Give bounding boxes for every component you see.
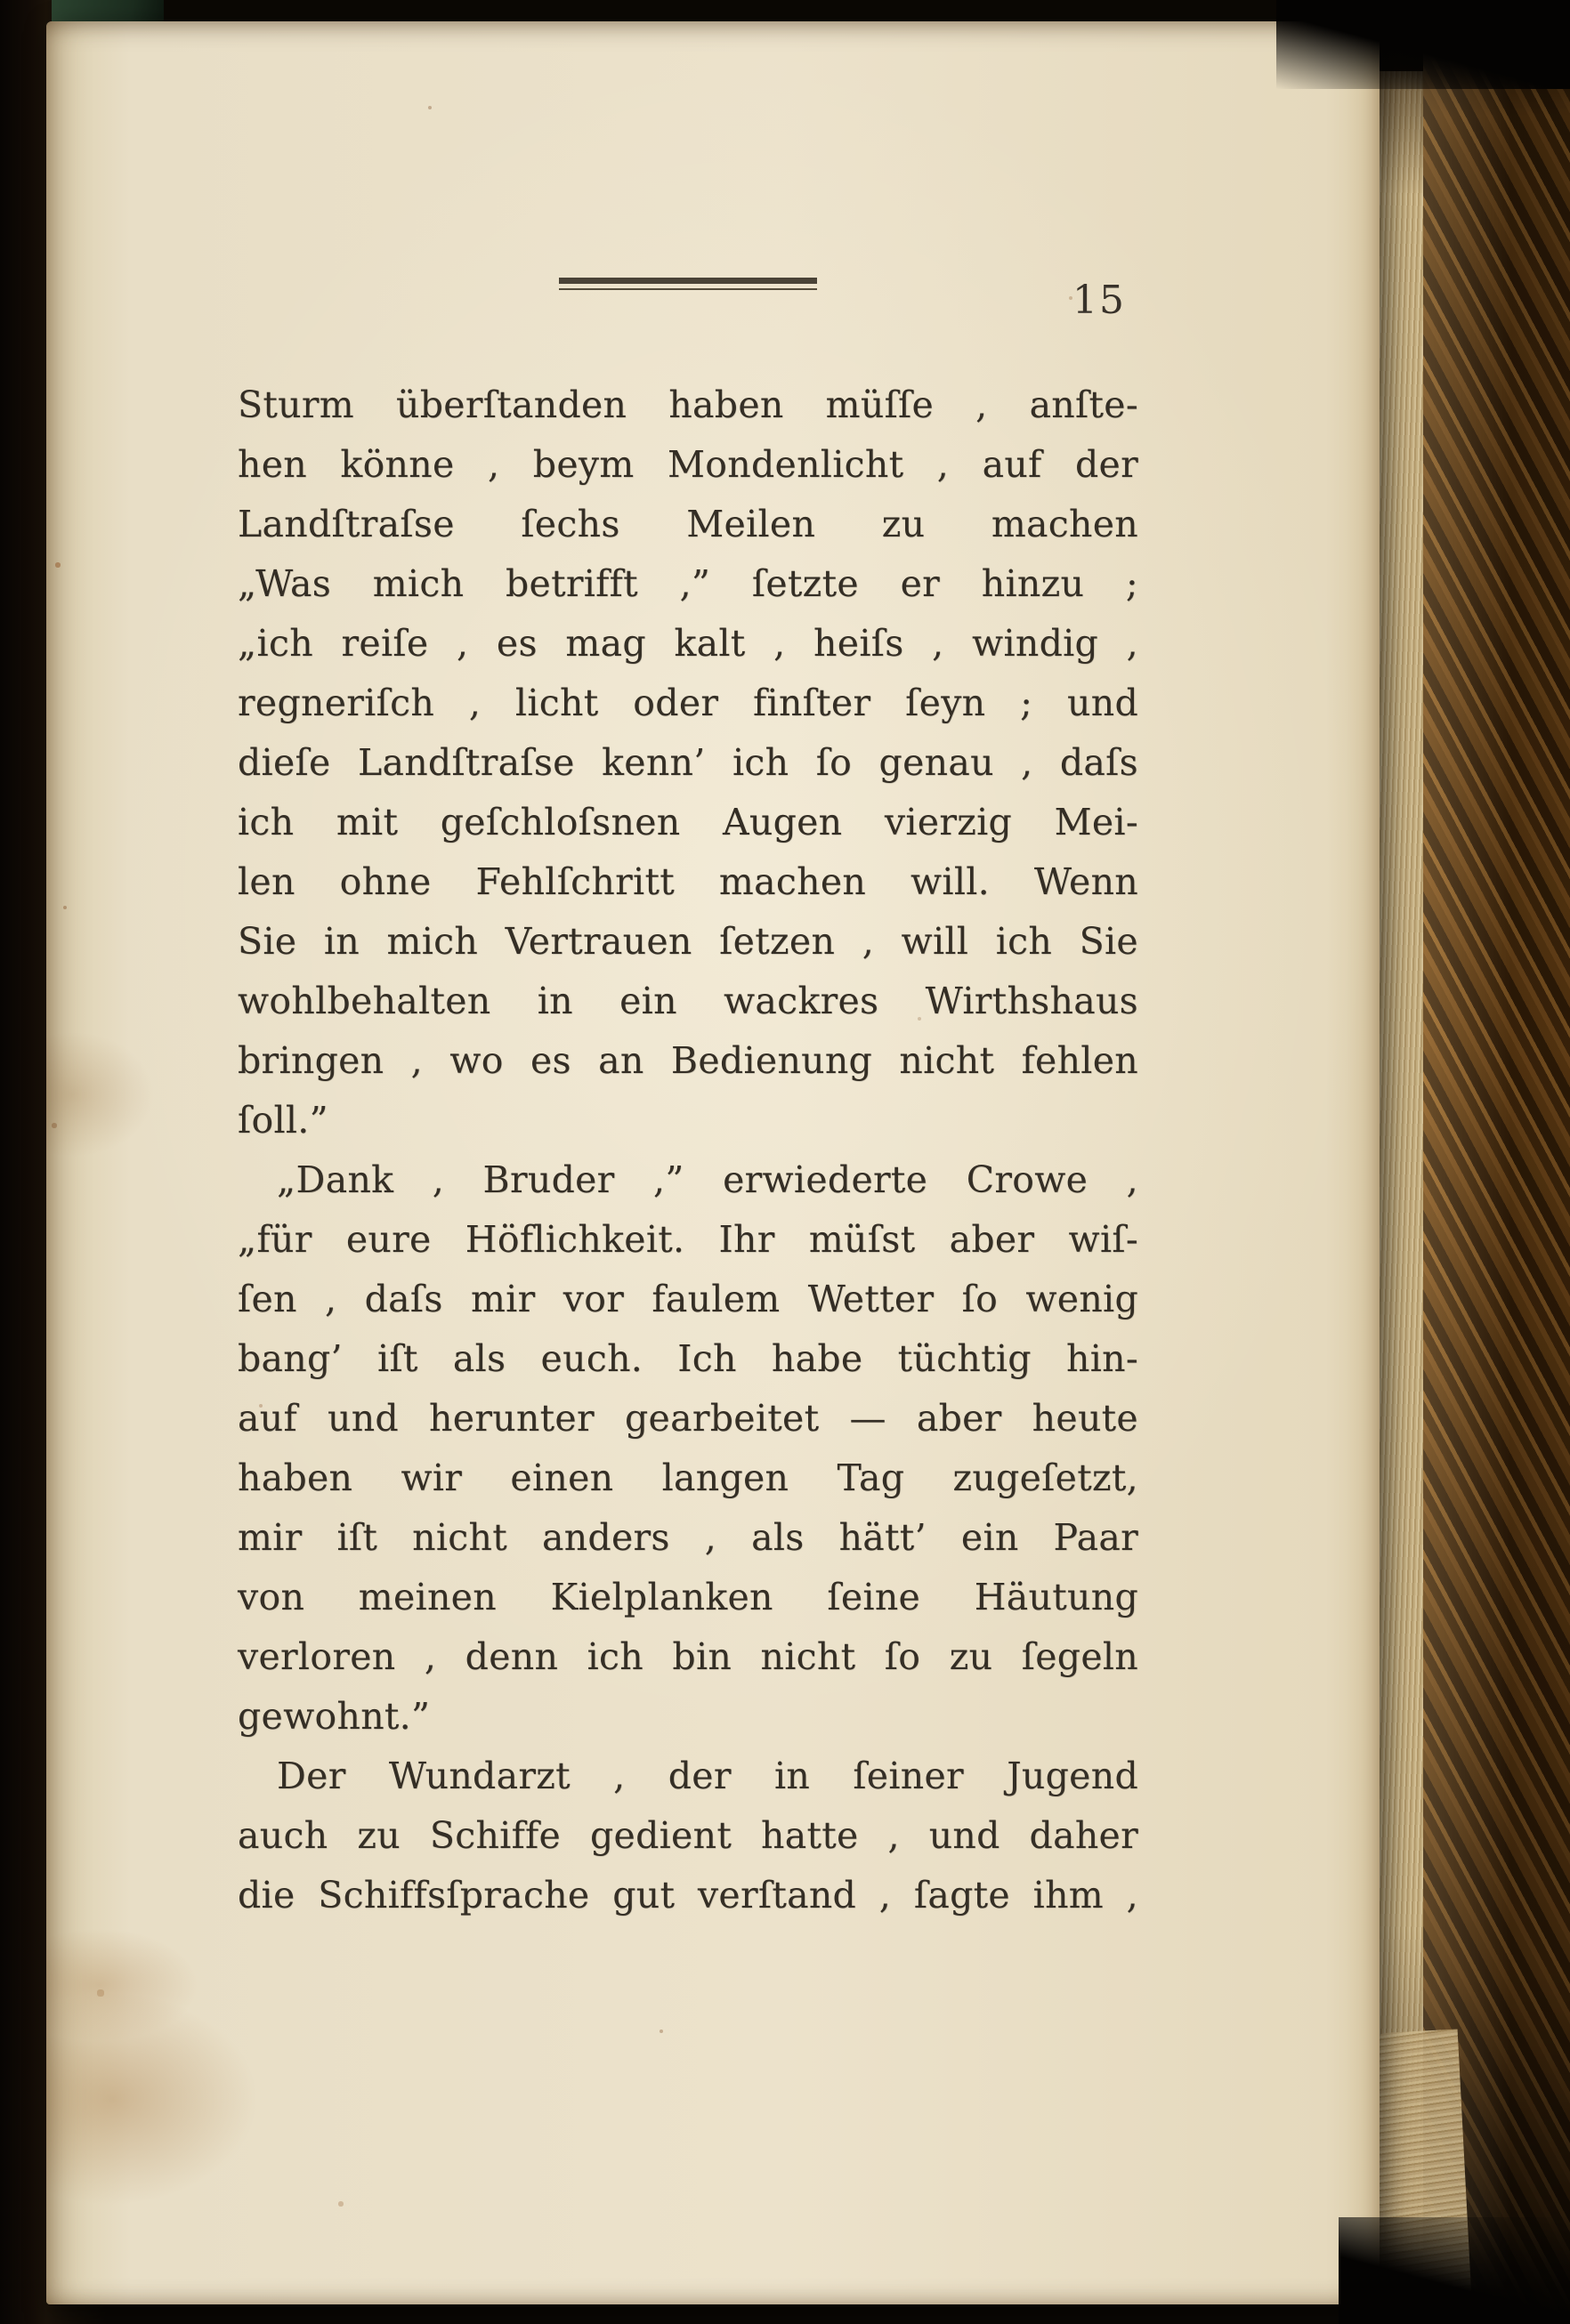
paragraph: [238, 1747, 1138, 1925]
text-line: Landſtraſse ſechs Meilen zu machen: [238, 503, 1138, 545]
section-rule-ornament: [559, 278, 817, 290]
text-line: len ohne Fehlſchritt machen will. Wenn: [238, 860, 1138, 903]
page-number: 15: [1072, 278, 1126, 323]
foxing-speckles: [46, 21, 48, 23]
text-line: ſoll.”: [238, 1099, 328, 1142]
text-line: „für eure Höflichkeit. Ihr müſst aber wiſ-: [238, 1218, 1138, 1261]
paragraph: [238, 375, 1138, 1150]
page-content: [238, 263, 1138, 1925]
text-line: bringen , wo es an Bedienung nicht fehlen: [238, 1039, 1138, 1082]
text-line: Sturm überſtanden haben müſſe , anſte-: [238, 383, 1138, 426]
text-line: von meinen Kielplanken ſeine Häutung: [238, 1576, 1138, 1618]
text-line: „Was mich betrifft ,” ſetzte er hinzu ;: [238, 562, 1138, 605]
text-line: „ich reiſe , es mag kalt , heiſs , windig ,: [238, 622, 1138, 665]
text-line: Sie in mich Vertrauen ſetzen , will ich Sie: [238, 920, 1138, 963]
text-line: verloren , denn ich bin nicht ſo zu ſegeln: [238, 1635, 1138, 1678]
text-line: „Dank , Bruder ,” erwiederte Crowe ,: [277, 1158, 1138, 1201]
text-line: mir iſt nicht anders , als hätt’ ein Paar: [238, 1516, 1138, 1559]
text-block: [238, 375, 1138, 1925]
paragraph: [238, 1150, 1138, 1747]
text-line: bang’ iſt als euch. Ich habe tüchtig hin-: [238, 1337, 1138, 1380]
text-line: ich mit geſchloſsnen Augen vierzig Mei-: [238, 801, 1138, 843]
book-page: [46, 21, 1380, 2304]
text-line: auch zu Schiffe gedient hatte , und daher: [238, 1814, 1138, 1857]
text-line: regneriſch , licht oder finſter ſeyn ; und: [238, 682, 1138, 724]
shadow-top-right: [1276, 0, 1570, 89]
marbled-board-edge: [1423, 0, 1570, 2324]
text-line: Der Wundarzt , der in ſeiner Jugend: [277, 1755, 1138, 1797]
page-header: [238, 278, 1138, 340]
text-line: auf und herunter gearbeitet — aber heute: [238, 1397, 1138, 1440]
shadow-bottom-right: [1339, 2217, 1570, 2324]
text-line: hen könne , beym Mondenlicht , auf der: [238, 443, 1138, 486]
text-line: gewohnt.”: [238, 1695, 431, 1738]
text-line: wohlbehalten in ein wackres Wirthshaus: [238, 980, 1138, 1022]
text-line: ſen , daſs mir vor faulem Wetter ſo wenig: [238, 1278, 1138, 1320]
text-line: dieſe Landſtraſse kenn’ ich ſo genau , daſs: [238, 741, 1138, 784]
text-line: die Schiffsſprache gut verſtand , ſagte ihm ,: [238, 1874, 1138, 1916]
text-line: haben wir einen langen Tag zugeſetzt,: [238, 1457, 1138, 1499]
